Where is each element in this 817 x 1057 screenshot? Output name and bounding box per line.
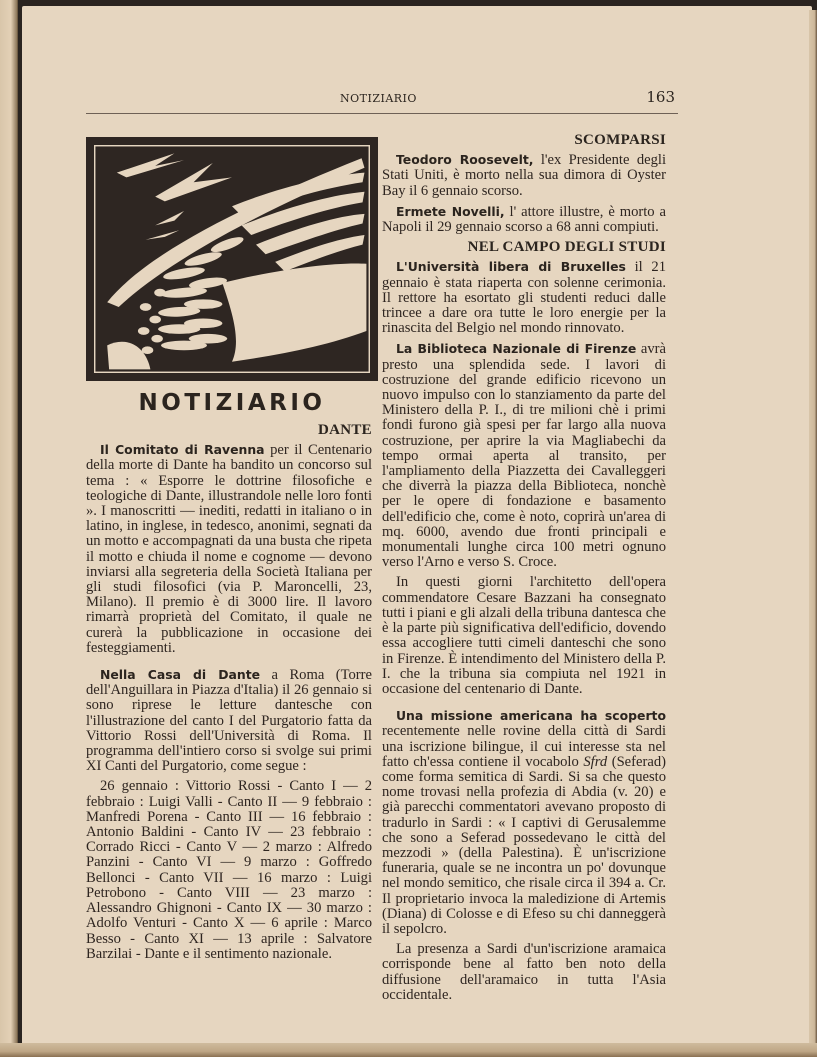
article-body: l'ex Presidente degli Stati Uniti, è morto nella sua dimora di Oyster Bay il 6 gennaio scorso. — [382, 152, 666, 199]
left-column — [86, 423, 372, 967]
article-body: avrà presto una splendida sede. I lavori di costruzione del grande edificio ricevono un nuovo impulso con lo stanziamento da parte del Ministero della P. I., di tre milioni chè i primi fondi furono già spesi per far largo alla nuova costruzione, per aprire la via Magliabechi da tempo ormai aperta al transito, per l'ampliamento della Piazzetta dei Cavalleggeri che diverrà la piazza della Biblioteca, nonchè per le opere di fondazione e basamento dell'edificio che, come è noto, coprirà un'area di mq. 6000, avendo due fronti principali e monumentali lunghe circa 100 metri ognuno verso l'Arno e verso S. Croce. — [382, 341, 666, 571]
article-lead: Il Comitato di Ravenna — [100, 442, 265, 458]
article-body-part: recentemente nelle rovine della città di Sardi una iscrizione bilingue, il cui interesse sta nel fatto ch'essa contiene il vocabolo — [382, 723, 666, 770]
article-aramaico — [382, 942, 666, 1003]
right-column — [382, 133, 666, 1008]
article-body: per il Centenario della morte di Dante ha bandito un concorso sul tema : « Esporre le dottrine filosofiche e teologiche di Dante, illustrandole nelle loro fonti ». I manoscritti — inediti, redatti in italiano o in latino, in inglese, in tedesco, anonimi, segnati da un motto e accompagnati da una busta che ripeta il motto e chiuda il nome e cognome — devono inviarsi alla segreteria della Società Italiana per gli studi filosofici (via P. Maroncelli, 23, Milano). Il premio è di 3000 lire. Il lavoro rimarrà proprietà del Comitato, il quale ne curerà la pubblicazione in occasione dei festeggiamenti. — [86, 442, 372, 656]
article-lead: Ermete Novelli, — [396, 203, 505, 219]
heading-nel-campo-degli-studi: NEL CAMPO DEGLI STUDI — [467, 239, 666, 256]
wing-woodcut-icon — [88, 139, 376, 379]
article-roosevelt — [382, 152, 666, 199]
article-novelli — [382, 204, 666, 235]
article-tribuna-dantesca — [382, 575, 666, 697]
article-bruxelles — [382, 259, 666, 336]
heading-scomparsi: SCOMPARSI — [574, 132, 666, 148]
page-number: 163 — [646, 88, 675, 106]
left-page-edge — [0, 0, 18, 1057]
article-lead: L'Università libera di Bruxelles — [396, 259, 626, 275]
running-head — [340, 88, 675, 106]
article-body: La presenza a Sardi d'un'iscrizione aramaica corrisponde bene al fatto ben noto della diffusione dell'aramaico in tutta l'Asia occidentale. — [382, 941, 666, 1003]
article-body: a Roma (Torre dell'Anguillara in Piazza d'Italia) il 26 gennaio si sono riprese le letture dantesche con l'illustrazione del canto I del Purgatorio fatta da Vittorio Rossi dell'Università di Roma. Il programma dell'intiero corso si svolge sui primi XI Canti del Purgatorio, come segue : — [86, 667, 372, 775]
article-comitato-ravenna — [86, 442, 372, 656]
article-biblioteca-firenze — [382, 341, 666, 570]
section-title: NOTIZIARIO — [138, 390, 326, 416]
right-page-edge — [809, 10, 817, 1050]
article-body: (Seferad) come forma semitica di Sardi. Si sa che questo nome trovasi nella profezia di Abdia (v. 20) e già parecchi commentatori avevano proposto di tradurlo in Sardi : « I captivi di Gerusalemme che sono a Seferad possedevano le città del mezzodi » (della Palestina). È un'iscrizione funeraria, quale se ne incontra un po' dovunque nel mondo semitico, che risale circa il 394 a. Cr. Il proprietario invoca la maledizione di Artemis (Diana) di Colosse e di Efeso su chi danneggerà il sepolcro. — [382, 753, 666, 937]
running-head-title: NOTIZIARIO — [340, 92, 417, 105]
article-missione-americana — [382, 708, 666, 937]
woodcut-illustration — [86, 137, 378, 381]
bottom-page-edge — [0, 1043, 817, 1057]
header-rule — [86, 113, 678, 114]
article-lead: Teodoro Roosevelt, — [396, 152, 534, 168]
article-body: In questi giorni l'architetto dell'opera commendatore Cesare Bazzani ha consegnato tutti i piani e gli alzali della tribuna dantesca che è la parte più significativa dell'edificio, dovendo essa accogliere tutti cimeli danteschi che sono in Firenze. È intendimento del Ministero della P. I. che la tribuna sia compiuta nel 1921 in occasione del centenario di Dante. — [382, 574, 666, 697]
article-lead: Una missione americana ha scoperto — [396, 708, 666, 724]
heading-dante: DANTE — [317, 422, 372, 438]
article-body: il 21 gennaio è stata riaperta con solenne cerimonia. Il rettore ha esortato gli studenti reduci dalle trincee a dare ora tutte le loro energie per la rinascita del Belgio nel mondo rinnovato. — [382, 259, 666, 337]
italic-term: Sfrd — [583, 753, 608, 770]
lecture-schedule: 26 gennaio : Vittorio Rossi - Canto I — 2 febbraio : Luigi Valli - Canto II — 9 febbraio : Manfredi Porena - Canto III — 16 febbraio : Antonio Baldini - Canto IV — 23 febbraio : Corrado Ricci - Canto V — 2 marzo : Alfredo Panzini - Canto VI — 9 marzo : Goffredo Bellonci - Canto VII — 16 marzo : Luigi Petrobono - Canto VIII — 23 marzo : Alessandro Ghignoni - Canto IX — 30 marzo : Adolfo Venturi - Canto X — 6 aprile : Marco Besso - Canto XI — 13 aprile : Salvatore Barzilai - Dante e il sentimento nazionale. — [86, 778, 372, 962]
article-lead: Nella Casa di Dante — [100, 667, 261, 683]
article-body: l' attore illustre, è morto a Napoli il 29 gennaio scorso a 68 anni compiuti. — [382, 203, 666, 236]
article-lead: La Biblioteca Nazionale di Firenze — [396, 341, 637, 357]
article-casa-di-dante — [86, 667, 372, 774]
